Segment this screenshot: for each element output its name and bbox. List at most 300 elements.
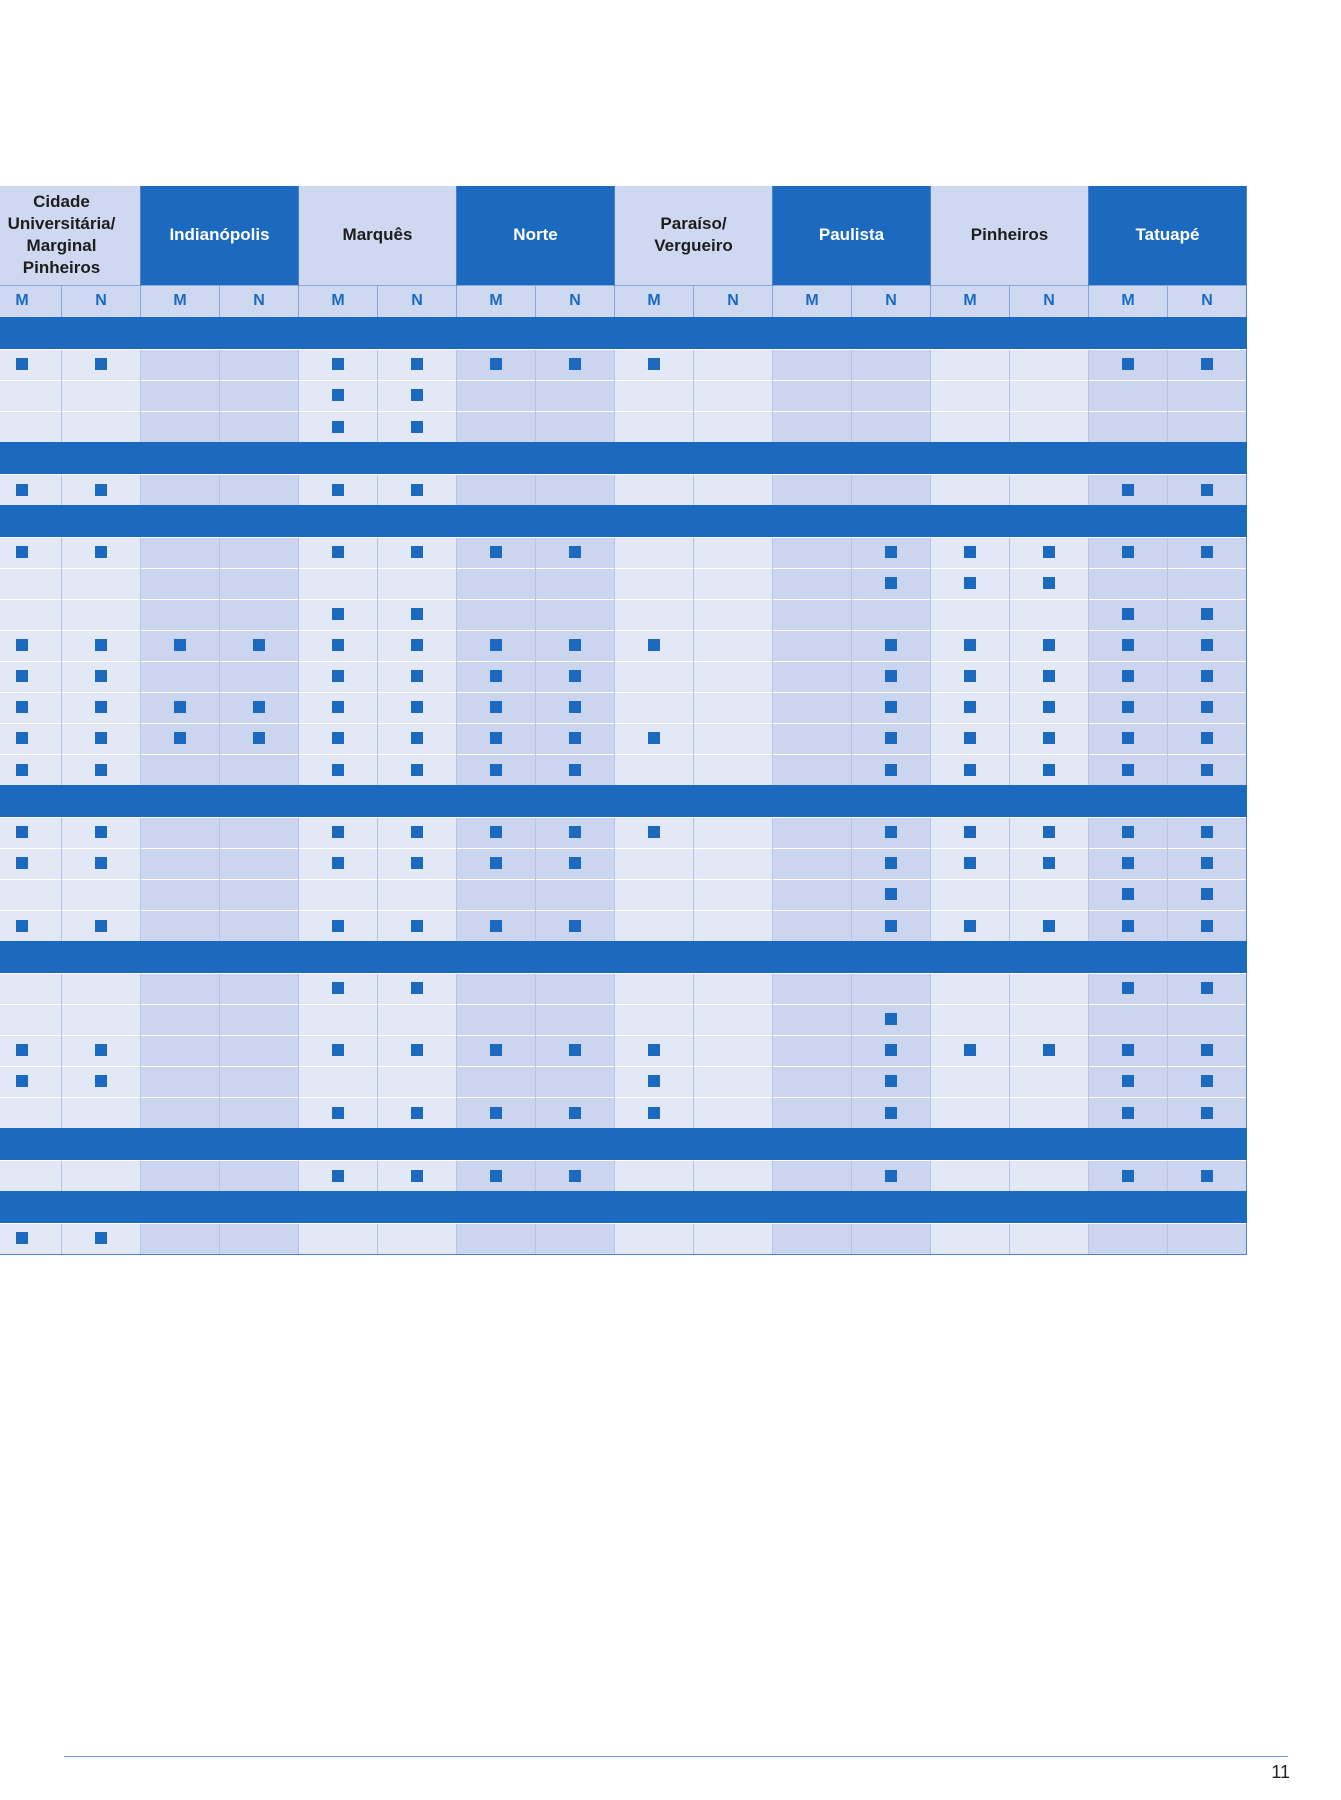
table-cell [1168,1160,1247,1191]
table-cell [62,817,141,848]
table-cell [220,973,299,1004]
location-header-line: Pinheiros [22,258,101,278]
table-cell [457,1004,536,1035]
filled-square-icon [1043,639,1055,651]
shift-label: N [220,285,299,317]
table-cell [615,1223,694,1254]
location-header-line: Pinheiros [970,225,1049,245]
filled-square-icon [1201,920,1213,932]
location-header-line: Vergueiro [654,236,733,256]
location-header-line: Paulista [818,225,885,245]
table-cell [0,630,62,661]
filled-square-icon [885,1013,897,1025]
location-header [299,186,457,285]
table-cell [62,692,141,723]
table-cell [457,380,536,411]
location-header [457,186,615,285]
section-band-cell [0,442,1247,474]
table-cell [220,1097,299,1128]
table-cell [1168,661,1247,692]
table-cell [1010,537,1089,568]
table-cell [299,1035,378,1066]
table-cell [615,973,694,1004]
filled-square-icon [95,732,107,744]
location-header-line: Universitária/ [7,214,116,234]
table-cell [0,1035,62,1066]
table-cell [773,910,852,941]
filled-square-icon [964,670,976,682]
shift-label: N [1010,285,1089,317]
table-cell [694,910,773,941]
filled-square-icon [411,1044,423,1056]
table-cell [457,661,536,692]
filled-square-icon [648,639,660,651]
table-cell [1010,380,1089,411]
table-cell [1010,879,1089,910]
table-cell [931,380,1010,411]
table-cell [1010,1035,1089,1066]
table-cell [773,1066,852,1097]
table-cell [141,661,220,692]
table-cell [0,723,62,754]
table-row [0,599,1247,630]
table-cell [62,1223,141,1254]
shift-header-row [0,285,1247,317]
table-cell [615,848,694,879]
shift-label: M [1089,285,1168,317]
table-cell [694,1066,773,1097]
table-cell [931,1004,1010,1035]
filled-square-icon [1122,1107,1134,1119]
table-cell [62,599,141,630]
table-cell [931,973,1010,1004]
table-cell [773,1097,852,1128]
filled-square-icon [964,732,976,744]
table-cell [931,630,1010,661]
table-cell [220,723,299,754]
filled-square-icon [1043,920,1055,932]
table-cell [0,848,62,879]
table-cell [299,411,378,442]
table-cell [1168,630,1247,661]
table-cell [378,848,457,879]
location-header-line: Indianópolis [169,225,270,245]
table-cell [1089,1223,1168,1254]
table-cell [536,723,615,754]
table-cell [773,1223,852,1254]
table-cell [536,910,615,941]
table-cell [62,349,141,380]
table-cell [220,599,299,630]
filled-square-icon [885,764,897,776]
table-cell [1010,630,1089,661]
table-cell [141,1035,220,1066]
filled-square-icon [95,639,107,651]
filled-square-icon [95,670,107,682]
filled-square-icon [332,670,344,682]
table-cell [615,568,694,599]
table-cell [931,568,1010,599]
section-band [0,1191,1247,1223]
filled-square-icon [411,764,423,776]
filled-square-icon [885,639,897,651]
table-cell [1168,910,1247,941]
table-cell [299,973,378,1004]
filled-square-icon [1043,826,1055,838]
table-cell [615,817,694,848]
table-cell [1089,910,1168,941]
table-cell [378,754,457,785]
filled-square-icon [885,826,897,838]
filled-square-icon [16,920,28,932]
table-cell [62,1097,141,1128]
table-cell [457,910,536,941]
table-cell [1168,973,1247,1004]
table-cell [220,692,299,723]
table-cell [62,630,141,661]
location-header [615,186,773,285]
table-cell [299,1066,378,1097]
table-cell [694,661,773,692]
table-cell [536,474,615,505]
table-cell [536,879,615,910]
table-cell [1089,474,1168,505]
table-row [0,817,1247,848]
table-cell [1089,599,1168,630]
section-band [0,941,1247,973]
table-cell [1168,817,1247,848]
shift-label: M [931,285,1010,317]
table-cell [1089,1160,1168,1191]
table-cell [1168,692,1247,723]
table-cell [1089,1035,1168,1066]
shift-label: N [852,285,931,317]
section-band-cell [0,317,1247,349]
table-cell [220,1160,299,1191]
table-cell [457,1223,536,1254]
table-cell [1089,1066,1168,1097]
table-cell [615,723,694,754]
section-band [0,442,1247,474]
table-row [0,380,1247,411]
table-cell [1010,910,1089,941]
table-cell [0,661,62,692]
table-cell [141,848,220,879]
table-cell [694,1004,773,1035]
table-cell [378,474,457,505]
shift-label: N [62,285,141,317]
table-cell [141,973,220,1004]
filled-square-icon [16,764,28,776]
filled-square-icon [1201,764,1213,776]
table-cell [931,848,1010,879]
table-cell [852,973,931,1004]
table-cell [220,1223,299,1254]
filled-square-icon [16,826,28,838]
filled-square-icon [964,1044,976,1056]
table-cell [1010,599,1089,630]
table-cell [852,537,931,568]
filled-square-icon [1122,764,1134,776]
table-cell [1010,848,1089,879]
table-cell [378,661,457,692]
section-band-cell [0,941,1247,973]
table-cell [852,1035,931,1066]
table-cell [141,1160,220,1191]
table-cell [615,411,694,442]
table-cell [299,1004,378,1035]
table-cell [141,1097,220,1128]
table-cell [62,1035,141,1066]
filled-square-icon [95,484,107,496]
table-cell [1168,1004,1247,1035]
filled-square-icon [411,857,423,869]
table-cell [299,1097,378,1128]
table-cell [299,630,378,661]
table-cell [378,411,457,442]
filled-square-icon [16,639,28,651]
table-cell [378,380,457,411]
table-row [0,879,1247,910]
table-cell [0,1004,62,1035]
table-cell [0,380,62,411]
filled-square-icon [411,670,423,682]
filled-square-icon [1122,857,1134,869]
table-cell [299,817,378,848]
filled-square-icon [885,888,897,900]
filled-square-icon [964,701,976,713]
table-cell [0,1097,62,1128]
table-cell [931,910,1010,941]
table-cell [0,537,62,568]
table-row [0,411,1247,442]
filled-square-icon [332,608,344,620]
filled-square-icon [648,826,660,838]
table-cell [457,630,536,661]
section-band [0,785,1247,817]
table-cell [1010,1066,1089,1097]
table-cell [615,692,694,723]
table-cell [220,661,299,692]
filled-square-icon [490,1107,502,1119]
filled-square-icon [1122,826,1134,838]
filled-square-icon [95,764,107,776]
table-cell [1089,848,1168,879]
table-cell [220,1066,299,1097]
table-cell [62,973,141,1004]
filled-square-icon [490,732,502,744]
table-cell [1010,817,1089,848]
table-cell [299,1160,378,1191]
table-cell [62,568,141,599]
table-cell [615,599,694,630]
filled-square-icon [411,826,423,838]
table-cell [62,1160,141,1191]
table-cell [1089,754,1168,785]
table-cell [220,380,299,411]
section-band [0,317,1247,349]
table-cell [773,973,852,1004]
table-cell [694,568,773,599]
table-cell [220,1035,299,1066]
table-cell [141,723,220,754]
table-cell [694,1223,773,1254]
filled-square-icon [1043,577,1055,589]
filled-square-icon [1201,1170,1213,1182]
table-cell [62,723,141,754]
filled-square-icon [569,764,581,776]
filled-square-icon [411,732,423,744]
table-cell [536,349,615,380]
filled-square-icon [490,857,502,869]
table-cell [1089,411,1168,442]
table-cell [457,1035,536,1066]
table-cell [615,380,694,411]
table-cell [536,1097,615,1128]
table-cell [141,537,220,568]
filled-square-icon [648,732,660,744]
filled-square-icon [16,1044,28,1056]
table-cell [1089,380,1168,411]
table-cell [62,910,141,941]
filled-square-icon [1043,732,1055,744]
filled-square-icon [648,1107,660,1119]
filled-square-icon [174,732,186,744]
table-cell [694,973,773,1004]
table-cell [1168,1097,1247,1128]
table-cell [141,474,220,505]
table-cell [615,879,694,910]
filled-square-icon [569,670,581,682]
table-cell [694,411,773,442]
table-cell [378,1066,457,1097]
filled-square-icon [1122,920,1134,932]
filled-square-icon [411,1170,423,1182]
table-cell [852,754,931,785]
table-cell [1168,599,1247,630]
table-row [0,349,1247,380]
table-cell [852,474,931,505]
filled-square-icon [885,732,897,744]
table-cell [931,411,1010,442]
table-cell [299,848,378,879]
table-cell [1010,1160,1089,1191]
filled-square-icon [1201,484,1213,496]
table-cell [378,1097,457,1128]
table-cell [1168,1223,1247,1254]
table-cell [1010,723,1089,754]
table-cell [1168,723,1247,754]
table-cell [931,723,1010,754]
table-cell [773,879,852,910]
filled-square-icon [490,764,502,776]
filled-square-icon [1122,732,1134,744]
table-cell [536,1160,615,1191]
filled-square-icon [885,1044,897,1056]
filled-square-icon [1201,358,1213,370]
table-cell [457,817,536,848]
table-cell [1010,754,1089,785]
table-cell [536,661,615,692]
filled-square-icon [1201,888,1213,900]
filled-square-icon [332,1044,344,1056]
table-cell [773,380,852,411]
table-cell [457,973,536,1004]
table-cell [220,910,299,941]
section-band-cell [0,1191,1247,1223]
filled-square-icon [95,546,107,558]
table-cell [852,1004,931,1035]
table-cell [457,537,536,568]
table-row [0,1160,1247,1191]
filled-square-icon [95,1232,107,1244]
table-cell [299,349,378,380]
location-header-row [0,186,1247,285]
table-cell [536,692,615,723]
table-cell [378,723,457,754]
table-cell [457,411,536,442]
table-cell [0,817,62,848]
filled-square-icon [1201,1107,1213,1119]
table-cell [694,630,773,661]
table-cell [1168,537,1247,568]
table-cell [931,879,1010,910]
filled-square-icon [332,920,344,932]
filled-square-icon [1201,670,1213,682]
location-header [141,186,299,285]
table-cell [457,879,536,910]
filled-square-icon [964,764,976,776]
table-cell [62,848,141,879]
table-cell [141,910,220,941]
table-row [0,692,1247,723]
filled-square-icon [569,1170,581,1182]
table-cell [536,973,615,1004]
table-cell [378,692,457,723]
table-cell [615,1035,694,1066]
table-cell [931,1035,1010,1066]
table-cell [220,349,299,380]
table-row [0,568,1247,599]
page-number: 11 [1271,1762,1290,1782]
table-cell [615,661,694,692]
table-cell [0,1066,62,1097]
filled-square-icon [964,546,976,558]
table-cell [457,349,536,380]
table-cell [220,879,299,910]
filled-square-icon [332,389,344,401]
table-cell [299,1223,378,1254]
filled-square-icon [1201,1075,1213,1087]
filled-square-icon [1201,982,1213,994]
table-cell [931,1097,1010,1128]
table-cell [299,692,378,723]
table-cell [773,723,852,754]
table-row [0,754,1247,785]
table-cell [1168,349,1247,380]
table-cell [299,723,378,754]
table-cell [141,1223,220,1254]
table-cell [615,1066,694,1097]
table-cell [773,754,852,785]
table-cell [1168,568,1247,599]
filled-square-icon [1122,358,1134,370]
filled-square-icon [1043,857,1055,869]
filled-square-icon [95,1075,107,1087]
table-row [0,630,1247,661]
location-header-line: Marginal [26,236,97,256]
table-cell [141,1004,220,1035]
